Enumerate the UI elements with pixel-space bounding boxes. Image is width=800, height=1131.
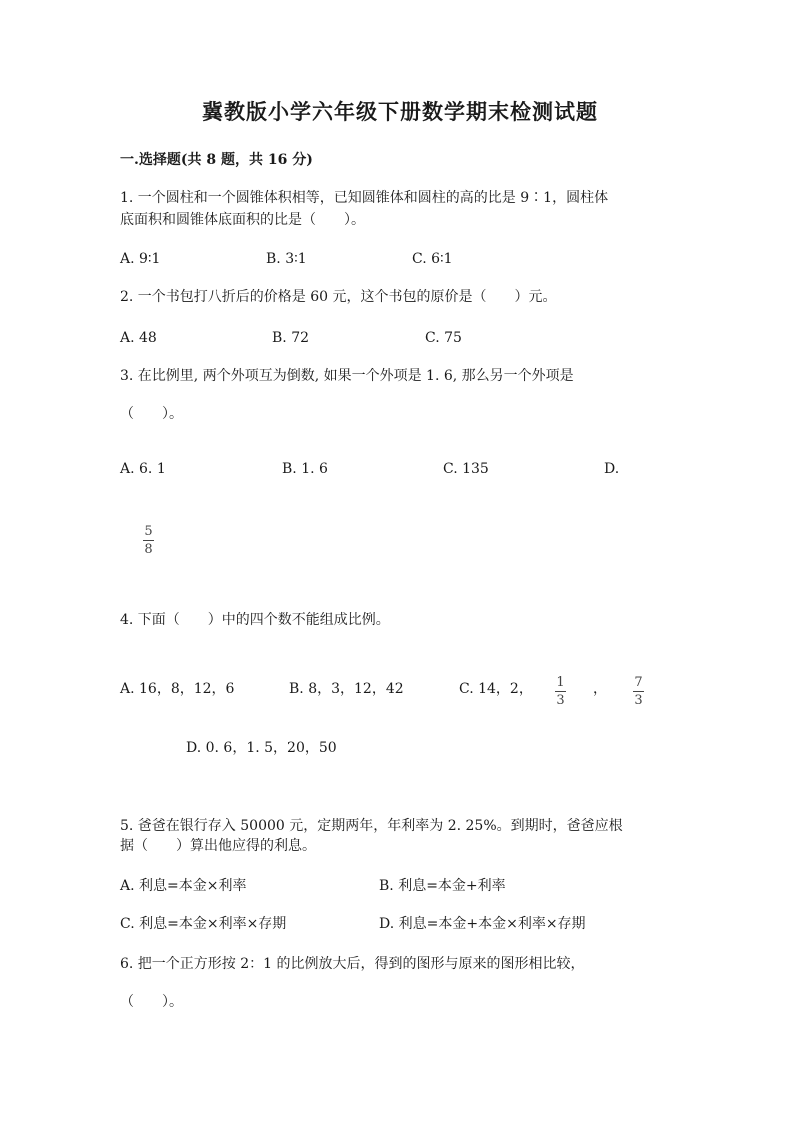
question-3-option-a: A. 6. 1 [120, 461, 166, 477]
question-4-text: 4. 下面（ ）中的四个数不能组成比例。 [120, 612, 390, 628]
question-1-option-c: C. 6∶1 [412, 251, 453, 267]
question-4-option-d: D. 0. 6，1. 5，20，50 [186, 740, 337, 756]
fraction-denominator: 3 [556, 693, 565, 708]
question-3-text: 3. 在比例里, 两个外项互为倒数, 如果一个外项是 1. 6, 那么另一个外项是 [120, 368, 574, 384]
fraction-denominator: 3 [634, 693, 643, 708]
question-4-option-a: A. 16，8，12，6 [120, 681, 235, 697]
question-3-option-c: C. 135 [443, 461, 489, 477]
question-5-option-a: A. 利息=本金×利率 [120, 878, 247, 894]
question-3-option-d-fraction [143, 525, 154, 557]
page-title: 冀教版小学六年级下册数学期末检测试题 [202, 99, 598, 124]
question-2-option-c: C. 75 [425, 330, 462, 346]
question-3-option-d: D. [604, 461, 620, 477]
question-4-option-c: C. 14，2， [459, 681, 533, 697]
question-5-text: 5. 爸爸在银行存入 50000 元，定期两年，年利率为 2. 25%。到期时，爸爸应根 [120, 818, 623, 834]
fraction-bar [633, 691, 644, 692]
section-heading: 一.选择题(共 8 题，共 16 分) [120, 152, 313, 168]
question-5-option-c: C. 利息=本金×利率×存期 [120, 916, 287, 932]
fraction-denominator: 8 [144, 542, 153, 557]
question-3-text-cont: （ ）。 [120, 406, 183, 422]
fraction-numerator: 5 [144, 524, 153, 539]
question-2-option-b: B. 72 [272, 330, 310, 346]
question-1-text-cont: 底面积和圆锥体底面积的比是（ ）。 [120, 212, 365, 228]
question-1-text: 1. 一个圆柱和一个圆锥体积相等，已知圆锥体和圆柱的高的比是 9∶1，圆柱体 [120, 190, 609, 206]
fraction-numerator: 1 [556, 675, 565, 690]
fraction-numerator: 7 [634, 675, 643, 690]
question-4-fraction-1 [555, 676, 566, 708]
question-6-text-cont: （ ）。 [120, 994, 183, 1010]
question-2-text: 2. 一个书包打八折后的价格是 60 元，这个书包的原价是（ ）元。 [120, 289, 557, 305]
question-5-option-b: B. 利息=本金+利率 [379, 878, 506, 894]
question-5-option-d: D. 利息=本金+本金×利率×存期 [379, 916, 586, 932]
question-4-separator: ， [593, 681, 607, 697]
fraction-bar [143, 540, 154, 541]
question-3-option-b: B. 1. 6 [282, 461, 328, 477]
question-1-option-a: A. 9∶1 [120, 251, 161, 267]
question-2-option-a: A. 48 [120, 330, 157, 346]
question-4-option-b: B. 8，3，12，42 [289, 681, 404, 697]
question-1-option-b: B. 3∶1 [266, 251, 307, 267]
fraction-bar [555, 691, 566, 692]
question-5-text-cont: 据（ ）算出他应得的利息。 [120, 838, 316, 854]
question-4-fraction-2 [633, 676, 644, 708]
question-6-text: 6. 把一个正方形按 2：1 的比例放大后，得到的图形与原来的图形相比较， [120, 956, 585, 972]
